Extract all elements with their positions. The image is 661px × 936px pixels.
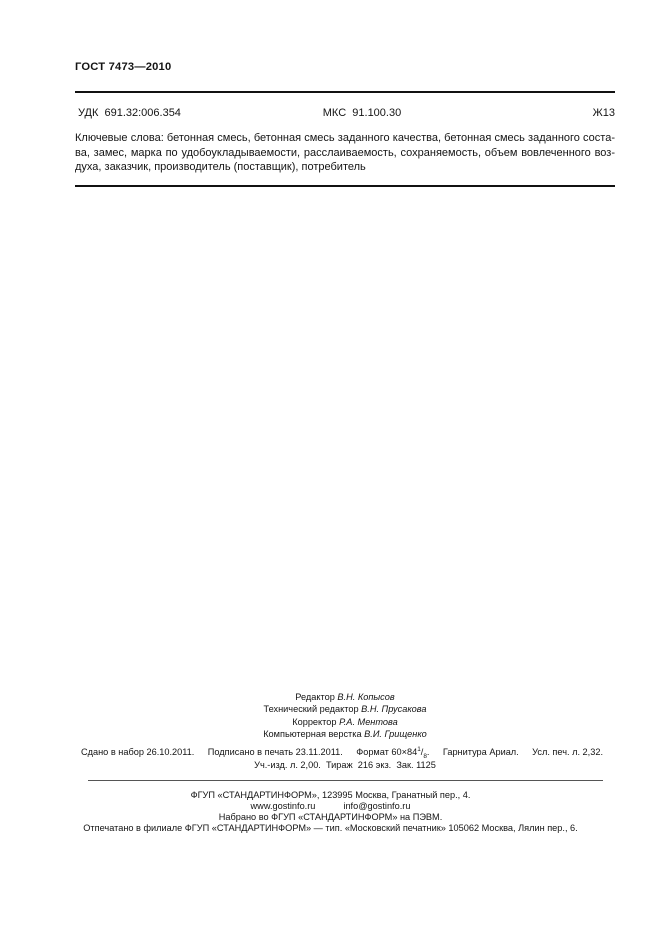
keywords-divider bbox=[75, 185, 615, 187]
credit-name: В.Н. Прусакова bbox=[361, 704, 427, 715]
printed-sheets: Усл. печ. л. 2,32. bbox=[532, 747, 603, 757]
format-numerator: 1 bbox=[417, 745, 421, 753]
keywords-line: Ключевые слова: бетонная смесь, бетонная смесь заданного качества, бетонная смесь заданного соста- bbox=[75, 132, 615, 144]
publisher-address: ФГУП «СТАНДАРТИНФОРМ», 123995 Москва, Гранатный пер., 4. bbox=[190, 790, 471, 800]
class-code: Ж13 bbox=[592, 107, 615, 119]
staff-credits bbox=[75, 691, 615, 740]
credit-name: В.И. Грищенко bbox=[364, 728, 427, 739]
publisher-printed-note: Отпечатано в филиале ФГУП «СТАНДАРТИНФОРМ» — тип. «Московский печатник» 105062 Москва, Лялин пер., 6. bbox=[83, 823, 578, 833]
credit-role: Корректор bbox=[292, 716, 337, 727]
credit-row bbox=[75, 728, 615, 740]
format-slash: / bbox=[420, 747, 424, 757]
paper-format: Формат $60\times 84^1/_8$. bbox=[356, 745, 430, 760]
credit-role: Редактор bbox=[295, 692, 335, 702]
imprint-line-2: Уч.-изд. л. 2,00. Тираж 216 экз. Зак. 1125 bbox=[254, 760, 436, 770]
credit-row bbox=[75, 716, 615, 728]
header-divider bbox=[75, 91, 615, 93]
keywords-line: духа, заказчик, производитель (поставщик), потребитель bbox=[75, 161, 366, 174]
publisher-website: www.gostinfo.ru bbox=[250, 801, 316, 811]
publisher-typeset-note: Набрано во ФГУП «СТАНДАРТИНФОРМ» на ПЭВМ. bbox=[218, 812, 443, 822]
print-date: Подписано в печать 23.11.2011. bbox=[207, 747, 343, 757]
credit-role: Технический редактор bbox=[263, 704, 359, 715]
publisher-contacts bbox=[50, 801, 611, 812]
format-period: . bbox=[426, 747, 430, 757]
format-denominator: 8 bbox=[423, 752, 427, 760]
typeface-note: Гарнитура Ариал. bbox=[442, 747, 519, 757]
imprint-line-1 bbox=[81, 745, 603, 760]
imprint-divider bbox=[88, 780, 603, 781]
typeset-date: Сдано в набор 26.10.2011. bbox=[81, 747, 195, 757]
credit-row bbox=[75, 691, 615, 703]
mks-number: МКС 91.100.30 bbox=[322, 107, 402, 119]
publisher-block bbox=[50, 790, 611, 834]
credit-row bbox=[75, 703, 615, 715]
keywords-paragraph bbox=[75, 131, 615, 175]
doc-code-header: ГОСТ 7473—2010 bbox=[75, 61, 172, 73]
keywords-line: ва, замес, марка по удобоукладываемости, расслаиваемость, сохраняемость, объем вовлеченного воз- bbox=[75, 146, 615, 159]
credit-name: В.Н. Копысов bbox=[337, 692, 395, 702]
credit-role: Компьютерная верстка bbox=[263, 728, 362, 739]
publisher-email: info@gostinfo.ru bbox=[343, 801, 411, 811]
udk-number: УДК 691.32:006.354 bbox=[78, 107, 181, 119]
credit-name: Р.А. Ментова bbox=[339, 716, 398, 727]
